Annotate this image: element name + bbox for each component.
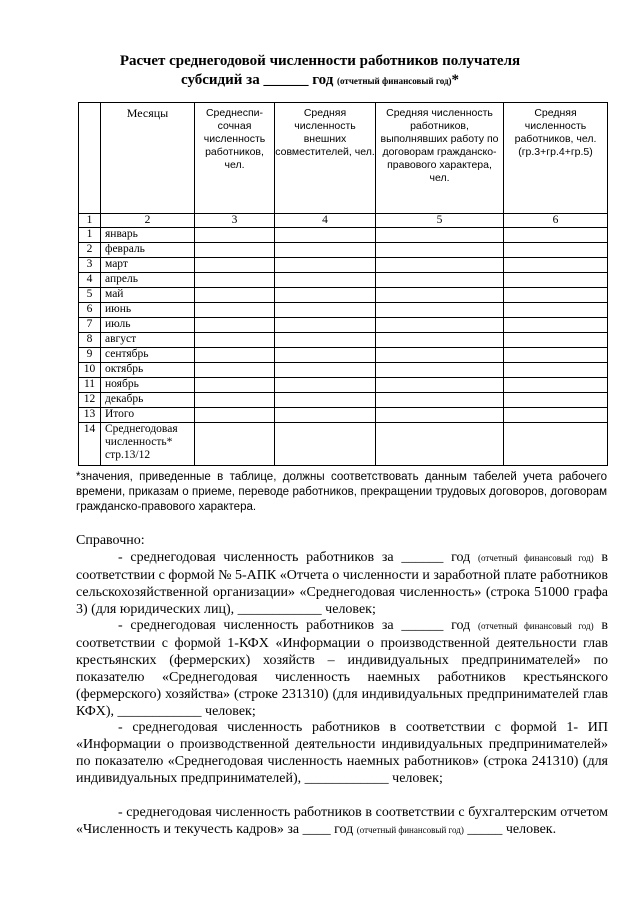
empty-value-cell bbox=[195, 423, 275, 466]
reference-p1-end: в соответствии с формой № 5-АПК «Отчета о численности и заработной плате работников сельскохозяйственной организации» «Среднегодовая численность» (строка 51000 графа 3) (для юридических лиц), ____________ человек; bbox=[76, 550, 608, 617]
reference-p2-end: в соответствии с формой 1-КФХ «Информации о производственной деятельности глав крестьянских (фермерских) хозяйств – индивидуальных предпринимателей» по показателю «Среднегодовая численность наемных работников крестьянского (фермерского) хозяйства» (строке 231310) (для индивидуальных предпринимателей глав КФХ), ____________ человек; bbox=[76, 618, 608, 719]
reference-p4-note: (отчетный финансовый год) bbox=[356, 825, 464, 835]
empty-value-cell bbox=[275, 288, 376, 303]
row-label: сентябрь bbox=[101, 348, 195, 363]
row-number: 1 bbox=[79, 228, 101, 243]
empty-value-cell bbox=[504, 393, 608, 408]
row-number: 12 bbox=[79, 393, 101, 408]
empty-value-cell bbox=[504, 408, 608, 423]
reference-p2-start: - среднегодовая численность работников за ______ год bbox=[118, 618, 471, 633]
column-number: 2 bbox=[101, 214, 195, 228]
row-label: апрель bbox=[101, 273, 195, 288]
table-row bbox=[79, 303, 608, 318]
reference-p1-start: - среднегодовая численность работников за ______ год bbox=[118, 550, 471, 565]
column-number: 5 bbox=[376, 214, 504, 228]
empty-value-cell bbox=[376, 378, 504, 393]
empty-value-cell bbox=[504, 333, 608, 348]
reference-paragraph-4 bbox=[76, 804, 608, 839]
empty-value-cell bbox=[376, 333, 504, 348]
empty-value-cell bbox=[275, 408, 376, 423]
empty-value-cell bbox=[376, 318, 504, 333]
title-star: * bbox=[451, 72, 460, 88]
column-number: 1 bbox=[79, 214, 101, 228]
document-title bbox=[0, 52, 640, 71]
row-label: май bbox=[101, 288, 195, 303]
empty-value-cell bbox=[275, 393, 376, 408]
empty-value-cell bbox=[376, 423, 504, 466]
headcount-table bbox=[78, 102, 608, 466]
empty-value-cell bbox=[195, 303, 275, 318]
row-number: 3 bbox=[79, 258, 101, 273]
reference-paragraph-3: - среднегодовая численность работников в соответствии с формой 1- ИП «Информации о производственной деятельности индивидуальных предпринимателей» по показателю «Среднегодовая численность наемных работников» (строка 241310) (для индивидуальных предпринимателей), ____________ человек; bbox=[76, 720, 608, 786]
empty-value-cell bbox=[376, 393, 504, 408]
row-number: 10 bbox=[79, 363, 101, 378]
row-number: 11 bbox=[79, 378, 101, 393]
row-number: 4 bbox=[79, 273, 101, 288]
empty-value-cell bbox=[504, 273, 608, 288]
title-line-2-note: (отчетный финансовый год) bbox=[337, 76, 452, 86]
empty-value-cell bbox=[275, 228, 376, 243]
empty-value-cell bbox=[275, 333, 376, 348]
empty-value-cell bbox=[504, 228, 608, 243]
empty-value-cell bbox=[195, 378, 275, 393]
empty-value-cell bbox=[376, 408, 504, 423]
empty-value-cell bbox=[195, 273, 275, 288]
header-cell-total: Средняя численность работников, чел. (гр.3+гр.4+гр.5) bbox=[504, 103, 608, 214]
table-row bbox=[79, 408, 608, 423]
table-column-numbers bbox=[79, 214, 608, 228]
reference-p4-end: _____ человек. bbox=[467, 822, 557, 837]
table-body bbox=[79, 228, 608, 466]
empty-value-cell bbox=[504, 258, 608, 273]
header-cell-months: Месяцы bbox=[101, 103, 195, 214]
reference-p4-start: - среднегодовая численность работников в соответствии с бухгалтерским отчетом «Численность и текучесть кадров» за ____ год bbox=[76, 805, 608, 837]
row-number: 8 bbox=[79, 333, 101, 348]
table-row bbox=[79, 318, 608, 333]
empty-value-cell bbox=[195, 408, 275, 423]
empty-value-cell bbox=[376, 363, 504, 378]
table-row bbox=[79, 348, 608, 363]
column-number: 6 bbox=[504, 214, 608, 228]
row-label: Итого bbox=[101, 408, 195, 423]
row-label: июль bbox=[101, 318, 195, 333]
empty-value-cell bbox=[275, 273, 376, 288]
row-number: 2 bbox=[79, 243, 101, 258]
empty-value-cell bbox=[275, 363, 376, 378]
reference-p1-note: (отчетный финансовый год) bbox=[478, 553, 594, 563]
empty-value-cell bbox=[504, 378, 608, 393]
column-number: 3 bbox=[195, 214, 275, 228]
empty-value-cell bbox=[376, 348, 504, 363]
reference-p2-note: (отчетный финансовый год) bbox=[478, 621, 594, 631]
title-line-2: субсидий за ______ год bbox=[180, 72, 334, 88]
empty-value-cell bbox=[376, 228, 504, 243]
empty-value-cell bbox=[376, 243, 504, 258]
table-row bbox=[79, 423, 608, 466]
empty-value-cell bbox=[195, 333, 275, 348]
reference-heading: Справочно: bbox=[76, 533, 145, 548]
empty-value-cell bbox=[504, 363, 608, 378]
table-row bbox=[79, 363, 608, 378]
row-label: февраль bbox=[101, 243, 195, 258]
empty-value-cell bbox=[195, 318, 275, 333]
empty-value-cell bbox=[275, 423, 376, 466]
row-number: 13 bbox=[79, 408, 101, 423]
empty-value-cell bbox=[376, 288, 504, 303]
empty-value-cell bbox=[275, 303, 376, 318]
empty-value-cell bbox=[275, 258, 376, 273]
empty-value-cell bbox=[195, 228, 275, 243]
empty-value-cell bbox=[195, 348, 275, 363]
table-row bbox=[79, 393, 608, 408]
empty-value-cell bbox=[195, 288, 275, 303]
table-row bbox=[79, 288, 608, 303]
empty-value-cell bbox=[504, 288, 608, 303]
row-number: 9 bbox=[79, 348, 101, 363]
empty-value-cell bbox=[376, 258, 504, 273]
empty-value-cell bbox=[376, 303, 504, 318]
row-label: октябрь bbox=[101, 363, 195, 378]
empty-value-cell bbox=[376, 273, 504, 288]
row-label: Среднегодовая численность* стр.13/12 bbox=[101, 423, 195, 466]
row-label: декабрь bbox=[101, 393, 195, 408]
row-number: 5 bbox=[79, 288, 101, 303]
document-subtitle bbox=[0, 71, 640, 91]
table-row bbox=[79, 243, 608, 258]
empty-value-cell bbox=[275, 243, 376, 258]
empty-value-cell bbox=[504, 243, 608, 258]
empty-value-cell bbox=[504, 348, 608, 363]
empty-value-cell bbox=[195, 243, 275, 258]
row-label: август bbox=[101, 333, 195, 348]
table-footnote: *значения, приведенные в таблице, должны соответствовать данным табелей учета рабочего времени, приказам о приеме, переводе работников, прекращении трудовых договоров, договорам гражданско-правового характера. bbox=[76, 471, 607, 513]
title-line-1: Расчет среднегодовой численности работников получателя bbox=[119, 53, 521, 69]
row-label: ноябрь bbox=[101, 378, 195, 393]
empty-value-cell bbox=[195, 393, 275, 408]
row-number: 7 bbox=[79, 318, 101, 333]
column-number: 4 bbox=[275, 214, 376, 228]
row-number: 6 bbox=[79, 303, 101, 318]
row-number: 14 bbox=[79, 423, 101, 466]
row-label: март bbox=[101, 258, 195, 273]
table-row bbox=[79, 333, 608, 348]
header-cell-avg-list: Среднеспи-сочная численность работников, чел. bbox=[195, 103, 275, 214]
empty-value-cell bbox=[275, 378, 376, 393]
header-cell-num bbox=[79, 103, 101, 214]
empty-value-cell bbox=[195, 363, 275, 378]
empty-value-cell bbox=[275, 348, 376, 363]
reference-paragraph-2 bbox=[76, 617, 608, 720]
header-cell-civil-contracts: Средняя численность работников, выполнявших работу по договорам гражданско-правового характера, чел. bbox=[376, 103, 504, 214]
empty-value-cell bbox=[504, 318, 608, 333]
table-row bbox=[79, 228, 608, 243]
empty-value-cell bbox=[275, 318, 376, 333]
table-row bbox=[79, 273, 608, 288]
table-row bbox=[79, 258, 608, 273]
empty-value-cell bbox=[195, 258, 275, 273]
row-label: июнь bbox=[101, 303, 195, 318]
empty-value-cell bbox=[504, 303, 608, 318]
empty-value-cell bbox=[504, 423, 608, 466]
row-label: январь bbox=[101, 228, 195, 243]
table-row bbox=[79, 378, 608, 393]
table-header-row bbox=[79, 103, 608, 214]
header-cell-external: Средняя численность внешних совместителей, чел. bbox=[275, 103, 376, 214]
reference-paragraph-1 bbox=[76, 549, 608, 618]
